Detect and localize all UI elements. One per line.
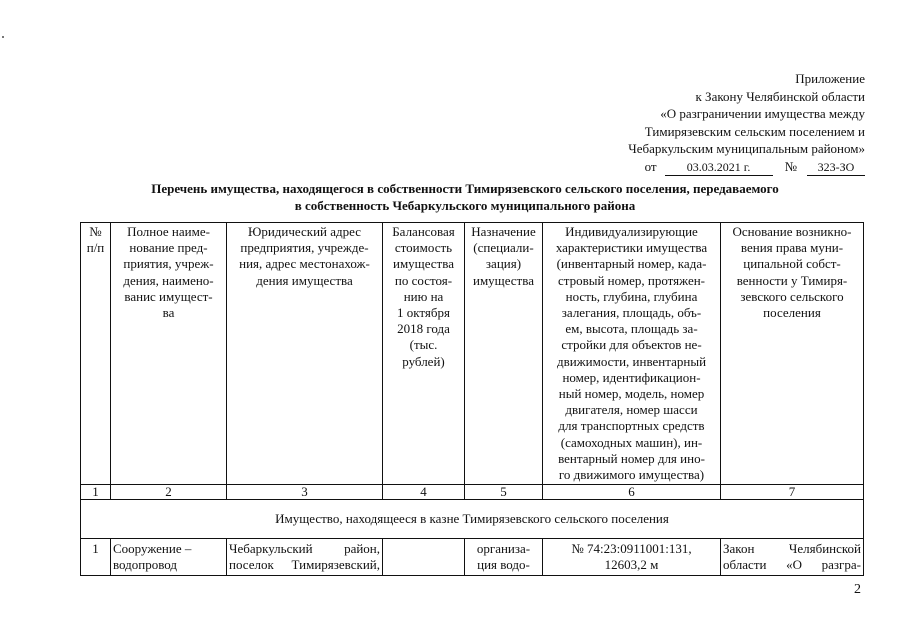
document-title — [70, 180, 860, 214]
scan-artifact — [2, 36, 4, 38]
column-number: 1 — [81, 485, 111, 500]
number-label: № — [784, 158, 797, 174]
property-table — [80, 222, 864, 576]
table-row — [81, 539, 864, 575]
column-number: 3 — [227, 485, 383, 500]
header-cell-characteristics: Индивидуализирующие характеристики имущества (инвентарный номер, када- стровый номер, протяжен- ность, глубина, глубина залегания, площадь, объ- ем, высота, площадь за- стройки для объектов не- движимости, инвентарный номер, идентификацион- ный номер, модель, номер двигателя, номер шасси для транспортных средств (самоходных машин), ин- вентарный номер для ино- го движимого имущества) — [543, 223, 721, 485]
title-line-1: Перечень имущества, находящегося в собственности Тимирязевского сельского поселения, передаваемого — [151, 181, 779, 196]
row-balance — [383, 539, 465, 575]
header-cell-address: Юридический адрес предприятия, учрежде- ния, адрес местонахож- дения имущества — [227, 223, 383, 485]
from-label: от — [644, 158, 657, 174]
appendix-line: Тимирязевским сельским поселением и — [644, 123, 865, 139]
appendix-line: Приложение — [795, 71, 865, 86]
appendix-line: «О разграничении имущества между — [660, 106, 865, 121]
header-cell-number: № п/п — [81, 223, 111, 485]
header-cell-balance: Балансовая стоимость имущества по состоя- нию на 1 октября 2018 года (тыс. рублей) — [383, 223, 465, 485]
section-title: Имущество, находящееся в казне Тимирязевского сельского поселения — [81, 500, 864, 539]
header-cell-basis: Основание возникно- вения права муни- ципальной собст- венности у Тимиря- зевского сельского поселения — [721, 223, 864, 485]
row-purpose: организа- ция водо- — [465, 539, 543, 575]
header-cell-name: Полное наиме- нование пред- приятия, учреж- дения, наимено- ванис имущест- ва — [111, 223, 227, 485]
column-number: 6 — [543, 485, 721, 500]
law-date: 03.03.2021 г. — [665, 160, 773, 176]
column-number: 4 — [383, 485, 465, 500]
appendix-line: к Закону Челябинской области — [695, 88, 865, 104]
section-row — [81, 500, 864, 539]
law-number: 323-ЗО — [807, 160, 865, 176]
title-line-2: в собственность Чебаркульского муниципального района — [294, 198, 636, 213]
appendix-line: Чебаркульским муниципальным районом» — [628, 141, 865, 156]
table-header-row — [81, 223, 864, 485]
column-number: 7 — [721, 485, 864, 500]
row-number: 1 — [81, 539, 111, 575]
row-name: Сооружение – водопровод — [111, 539, 227, 575]
header-cell-purpose: Назначение (специали- зация) имущества — [465, 223, 543, 485]
appendix-block — [505, 70, 865, 176]
row-address: Чебаркульский район, поселок Тимирязевский, — [227, 539, 383, 575]
column-number: 5 — [465, 485, 543, 500]
column-number-row — [81, 485, 864, 500]
row-characteristics: № 74:23:0911001:131, 12603,2 м — [543, 539, 721, 575]
page-number: 2 — [854, 582, 861, 597]
law-date-number-line — [505, 158, 865, 176]
column-number: 2 — [111, 485, 227, 500]
row-basis: Закон Челябинской области «О разгра- — [721, 539, 864, 575]
